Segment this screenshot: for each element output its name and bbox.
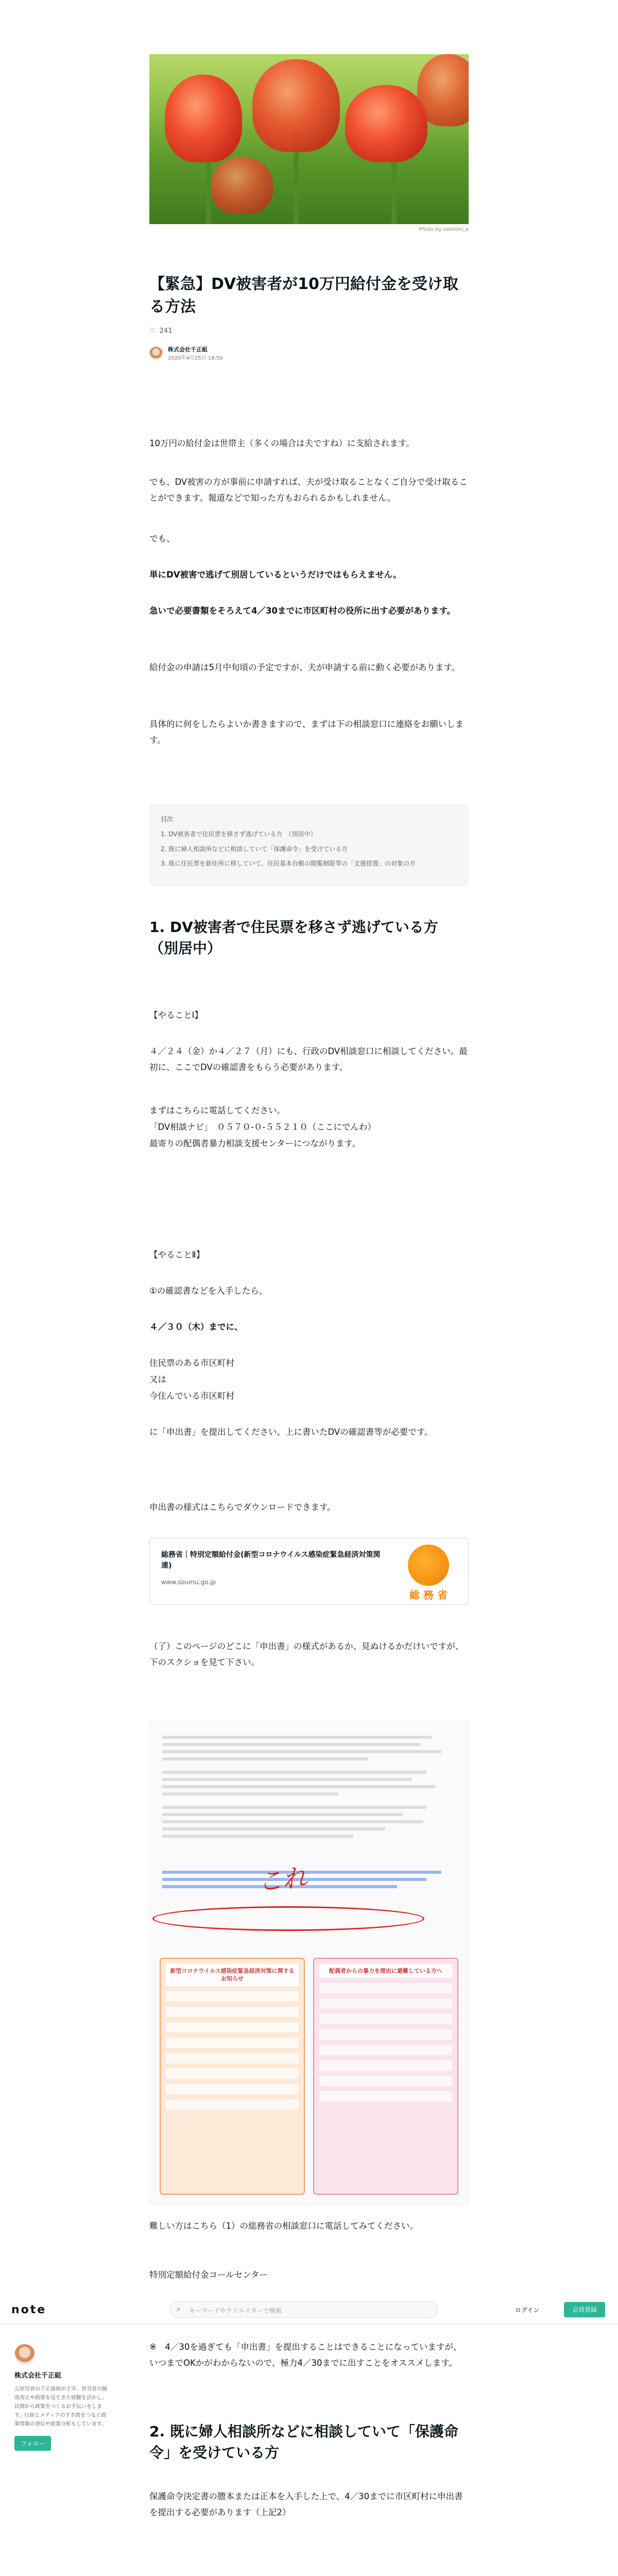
search-input[interactable]: ⌕ キーワードやクリエイターで検索 <box>170 2301 438 2318</box>
paragraph: 10万円の給付金は世帯主（多くの場合は夫ですね）に支給されます。 <box>149 438 415 448</box>
paragraph: 【やることⅡ】 <box>149 1250 205 1260</box>
paragraph: でも、 <box>149 534 175 544</box>
paragraph: 今住んでいる市区町村 <box>149 1391 234 1401</box>
header-bar <box>0 2295 618 2324</box>
paragraph: ※ 4／30を過ぎても「申出書」を提出することはできることになっていますが、いつまでOKかがわからないので、極力4／30までに出すことをオススメします。 <box>149 2342 462 2368</box>
soumu-logo: 総 務 省 <box>400 1545 457 1599</box>
avatar[interactable] <box>149 347 163 360</box>
toc-item[interactable]: 2. 既に婦人相談所などに相談していて「保護命令」を受けている方 <box>161 845 348 853</box>
paragraph: 「DV相談ナビ」 ０５７０-０-５５２１０（ここにでんわ） <box>149 1122 376 1132</box>
photo-credit: Photo by sashimi_a <box>419 227 469 232</box>
paragraph: でも、DV被害の方が事前に申請すれば、夫が受け取ることなくご自分で受け取ることができます。報道などで知った方もおられるかもしれません。 <box>149 477 468 503</box>
register-button[interactable]: 会員登録 <box>564 2302 605 2317</box>
paragraph: 保護命令決定書の謄本または正本を入手した上で、4／30までに市区町村に申出書を提出する必要があります（上記2） <box>149 2492 463 2518</box>
table-of-contents <box>149 804 469 886</box>
follow-button[interactable]: フォロー <box>14 2436 51 2451</box>
link-card-soumu[interactable] <box>149 1538 469 1605</box>
login-link[interactable]: ログイン <box>515 2307 540 2314</box>
paragraph: （了）このページのどこに「申出書」の様式があるか、見ぬけるかだけいですが、下のスクショを見て下さい。 <box>149 1641 464 1668</box>
author-name[interactable]: 株式会社千正組 <box>168 346 208 353</box>
paragraph: 難しい方はこちら（1）の総務省の相談窓口に電話してみてください。 <box>149 2221 418 2231</box>
paragraph: 申出書の様式はこちらでダウンロードできます。 <box>149 1502 336 1512</box>
paragraph: 最寄りの配偶者暴力相談支援センターにつながります。 <box>149 1139 361 1148</box>
post-date: 2020年4月25日 18:50 <box>168 355 223 361</box>
flyer-images: 新型コロナウイルス感染症緊急経済対策に関するお知らせ 配偶者からの暴力を理由に避難している方へ <box>160 1958 458 2195</box>
paragraph: に「申出書」を提出してください。上に書いたDVの確認書等が必要です。 <box>149 1427 433 1437</box>
toc-item[interactable]: 3. 既に住民票を新住所に移していて、住民基本台帳の閲覧制限等の「支援措置」の対象の方 <box>161 860 416 868</box>
paragraph: 給付金の申請は5月中旬頃の予定ですが、夫が申請する前に動く必要があります。 <box>149 663 460 672</box>
avatar[interactable] <box>14 2344 35 2365</box>
toc-heading: 目次 <box>161 816 174 823</box>
paragraph: ４／３０（木）までに、 <box>149 1322 243 1332</box>
paragraph: 又は <box>149 1375 166 1384</box>
like-count[interactable]: ♡ 241 <box>149 327 173 335</box>
paragraph: 急いで必要書類をそろえて4／30までに市区町村の役所に出す必要があります。 <box>149 606 456 616</box>
paragraph: ４／２４（金）か４／２７（月）にも、行政のDV相談窓口に相談してください。最初に、ここでDVの確認書をもらう必要があります。 <box>149 1046 468 1073</box>
section-heading: 1. DV被害者で住民票を移さず逃げている方 （別居中） <box>149 919 453 957</box>
heart-icon[interactable]: ♡ <box>149 327 156 335</box>
section-heading: 2. 既に婦人相談所などに相談していて「保護命令」を受けている方 <box>149 2423 458 2461</box>
author[interactable] <box>149 345 223 361</box>
paragraph: 具体的に何をしたらよいか書きますので、まずは下の相談窓口に連絡をお願いします。 <box>149 719 464 745</box>
card-url: www.soumu.go.jp <box>161 1579 216 1586</box>
paragraph: 【やることⅠ】 <box>149 1010 203 1020</box>
paragraph: まずはこちらに電話してください。 <box>149 1106 285 1115</box>
note-logo[interactable]: note <box>11 2303 47 2316</box>
paragraph: 住民票のある市区町村 <box>149 1358 234 1368</box>
annotation-kore: これ <box>256 1863 309 1897</box>
toc-item[interactable]: 1. DV被害者で住民票を移さず逃げている方 （別居中） <box>161 830 317 838</box>
hero-image <box>149 54 469 224</box>
highlight-oval <box>152 1906 424 1931</box>
sidebar-author-name[interactable]: 株式会社千正組 <box>14 2372 62 2380</box>
paragraph: 単にDV被害で逃げて別居しているというだけではもらえません。 <box>149 570 402 580</box>
paragraph: 特別定額給付金コールセンター <box>149 2270 268 2280</box>
sidebar-author-desc: 元厚労省の千正康裕が主宰。厚労省の制度改正や政策を見てきた経験を活かし、民間から政策をつくるお手伝いをします。行政とメディアのすき間をつなぐ政策情報の発信や政策分析もしています。 <box>14 2386 107 2427</box>
search-icon: ⌕ <box>177 2305 181 2313</box>
author-sidebar <box>14 2344 107 2451</box>
paragraph: ①の確認書などを入手したら、 <box>149 1286 268 1296</box>
card-title: 総務省｜特別定額給付金(新型コロナウイルス感染症緊急経済対策関連) <box>161 1551 381 1570</box>
article-title: 【緊急】DV被害者が10万円給付金を受け取る方法 <box>149 275 458 316</box>
